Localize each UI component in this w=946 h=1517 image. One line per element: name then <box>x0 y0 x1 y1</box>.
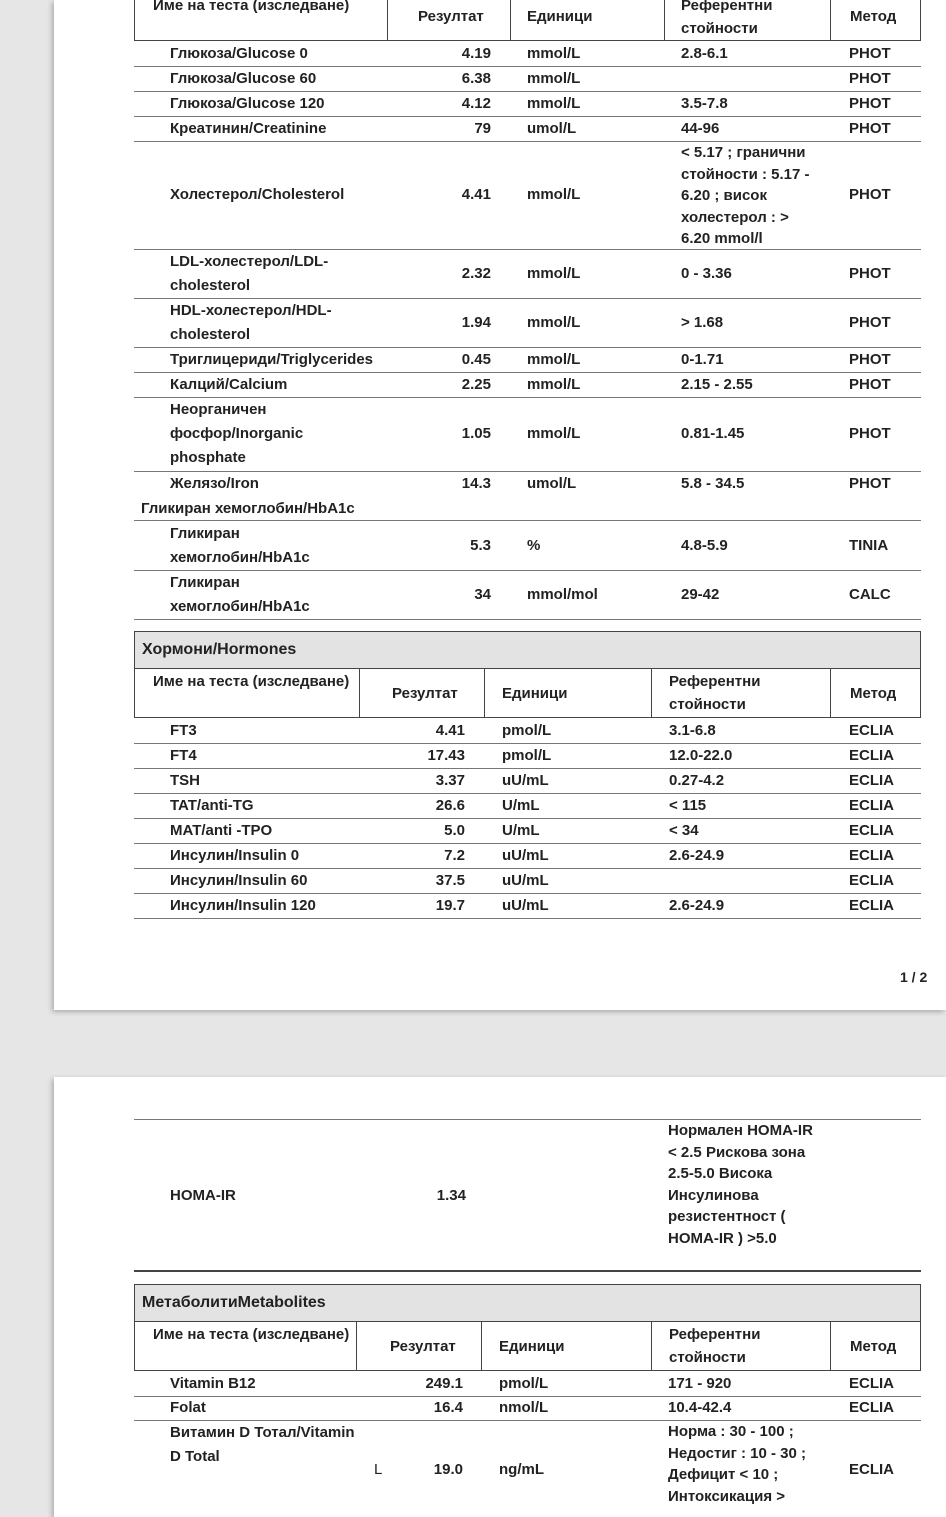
report-page-2 <box>54 1077 946 1517</box>
test-result: 6.38 <box>461 69 491 87</box>
test-result: 37.5 <box>435 871 465 889</box>
test-reference: 0 - 3.36 <box>681 264 732 282</box>
report-page-1 <box>54 0 946 1010</box>
section-hormones <box>134 631 921 669</box>
test-result: 249.1 <box>425 1374 463 1392</box>
test-name: Vitamin B12 <box>170 1374 256 1392</box>
test-reference: 10.4-42.4 <box>668 1399 732 1416</box>
test-method: PHOT <box>849 375 891 393</box>
test-reference: 0-1.71 <box>681 350 724 368</box>
test-unit: mmol/L <box>527 425 581 442</box>
test-unit: mmol/mol <box>527 585 598 603</box>
test-name: Неорганичен фосфор/Inorganic phosphate <box>170 401 304 466</box>
header-test-name: Име на теста (изследване) <box>153 0 350 14</box>
test-name: HDL-холестерол/HDL-cholesterol <box>170 302 332 343</box>
test-reference: Норма : 30 - 100 ; Недостиг : 10 - 30 ; Дефицит < 10 ; Интоксикация > <box>668 1423 807 1505</box>
page-number: 1 / 2 <box>900 969 928 985</box>
test-result: 4.19 <box>461 45 491 62</box>
test-unit: uU/mL <box>502 871 549 889</box>
test-reference: 2.15 - 2.55 <box>681 375 753 393</box>
test-method: ECLIA <box>849 821 894 839</box>
test-result: 2.32 <box>461 264 491 282</box>
test-reference: 3.1-6.8 <box>669 721 716 739</box>
test-name: TSH <box>170 771 200 789</box>
test-result: 16.4 <box>433 1399 463 1416</box>
test-method: ECLIA <box>849 796 894 814</box>
test-name: Желязо/Iron <box>170 474 259 492</box>
test-name: Глюкоза/Glucose 60 <box>170 69 317 87</box>
test-result: 26.6 <box>435 796 465 814</box>
test-unit: nmol/L <box>499 1399 549 1416</box>
test-reference: 4.8-5.9 <box>681 536 728 554</box>
test-name: Триглицериди/Triglycerides <box>170 350 374 368</box>
test-result: 34 <box>474 585 491 603</box>
test-result: 14.3 <box>461 474 491 492</box>
test-method: ECLIA <box>849 1399 894 1416</box>
test-unit: pmol/L <box>502 721 552 739</box>
test-method: ECLIA <box>849 746 894 764</box>
header-units: Единици <box>502 685 568 702</box>
test-unit: umol/L <box>527 119 577 137</box>
header-result: Резултат <box>418 8 484 25</box>
homa-result: 1.34 <box>436 1187 466 1204</box>
test-unit: mmol/L <box>527 186 581 203</box>
test-method: PHOT <box>849 264 891 282</box>
test-unit: % <box>527 536 541 554</box>
test-result: 17.43 <box>427 746 465 764</box>
test-name: Инсулин/Insulin 0 <box>170 846 300 864</box>
test-reference: > 1.68 <box>681 313 724 331</box>
test-result: 1.94 <box>461 313 491 331</box>
test-unit: uU/mL <box>502 896 549 914</box>
header-method: Метод <box>850 685 897 702</box>
test-method: ECLIA <box>849 846 894 864</box>
test-unit: mmol/L <box>527 45 581 62</box>
test-method: ECLIA <box>849 871 894 889</box>
test-method: PHOT <box>849 425 891 442</box>
test-method: PHOT <box>849 69 891 87</box>
test-method: PHOT <box>849 313 891 331</box>
header-result: Резултат <box>392 685 458 702</box>
test-reference: 2.6-24.9 <box>669 846 725 864</box>
test-unit: ng/mL <box>499 1461 544 1478</box>
test-method: ECLIA <box>849 771 894 789</box>
test-reference: < 34 <box>669 821 699 839</box>
test-unit: uU/mL <box>502 846 549 864</box>
result-flag: L <box>374 1461 383 1478</box>
test-name: Калций/Calcium <box>170 375 288 393</box>
test-unit: pmol/L <box>502 746 552 764</box>
test-name: FT4 <box>170 746 197 764</box>
test-unit: pmol/L <box>499 1374 549 1392</box>
test-result: 19.0 <box>433 1461 463 1478</box>
section-title-metabolites: МетаболитиMetabolites <box>142 1294 326 1311</box>
test-result: 3.37 <box>435 771 465 789</box>
header-test-name: Име на теста (изследване) <box>153 673 350 690</box>
test-name: Инсулин/Insulin 120 <box>170 896 316 914</box>
header-test-name: Име на теста (изследване) <box>153 1326 350 1343</box>
header-reference: Референтни стойности <box>669 1326 761 1366</box>
test-unit: mmol/L <box>527 350 581 368</box>
test-result: 4.41 <box>461 186 491 203</box>
test-method: ECLIA <box>849 721 894 739</box>
test-name: LDL-холестерол/LDL-cholesterol <box>170 253 329 294</box>
test-reference: 3.5-7.8 <box>681 94 728 112</box>
test-unit: uU/mL <box>502 771 549 789</box>
header-reference: Референтни стойности <box>669 673 761 713</box>
header-units: Единици <box>527 8 593 25</box>
test-reference: 0.27-4.2 <box>669 771 725 789</box>
header-reference: Референтни стойности <box>681 0 773 37</box>
test-result: 4.41 <box>435 721 465 739</box>
homa-reference: Нормален HOMA-IR < 2.5 Рискова зона 2.5-5.0 Висока Инсулинова резистентност ( HOMA-IR ) >5.0 <box>668 1122 813 1247</box>
test-unit: mmol/L <box>527 264 581 282</box>
test-reference: 5.8 - 34.5 <box>681 474 745 492</box>
test-name: MAT/anti -TPO <box>170 821 273 839</box>
test-result: 7.2 <box>444 846 465 864</box>
test-method: PHOT <box>849 119 891 137</box>
test-method: PHOT <box>849 474 891 492</box>
test-result: 79 <box>474 119 491 137</box>
test-unit: mmol/L <box>527 69 581 87</box>
test-result: 5.0 <box>444 821 465 839</box>
test-result: 19.7 <box>435 896 465 914</box>
test-method: PHOT <box>849 94 891 112</box>
test-method: ECLIA <box>849 896 894 914</box>
test-result: 2.25 <box>461 375 491 393</box>
test-reference: < 5.17 ; гранични стойности : 5.17 - 6.20 ; висок холестерол : > 6.20 mmol/l <box>681 144 810 247</box>
test-reference: 2.6-24.9 <box>669 896 725 914</box>
test-result: 5.3 <box>470 536 491 554</box>
test-name: Глюкоза/Glucose 0 <box>170 45 308 62</box>
section-title-hormones: Хормони/Hormones <box>142 641 297 658</box>
test-reference: < 115 <box>669 796 707 814</box>
test-method: TINIA <box>849 536 889 554</box>
homa-name: HOMA-IR <box>170 1187 236 1204</box>
test-reference: 44-96 <box>681 119 720 137</box>
test-reference: 171 - 920 <box>668 1374 732 1392</box>
test-name: Глюкоза/Glucose 120 <box>170 94 325 112</box>
test-name: Витамин D Тотал/Vitamin D Total <box>170 1424 355 1465</box>
test-unit: umol/L <box>527 474 577 492</box>
test-method: PHOT <box>849 186 891 203</box>
section-metabolites <box>134 1284 921 1322</box>
test-reference: 12.0-22.0 <box>669 746 733 764</box>
test-name: Гликиран хемоглобин/HbA1c <box>170 574 310 615</box>
test-method: PHOT <box>849 350 891 368</box>
test-name: TAT/anti-TG <box>170 796 254 814</box>
test-method: PHOT <box>849 45 891 62</box>
test-name: Folat <box>170 1399 206 1416</box>
test-name: FT3 <box>170 721 197 739</box>
test-result: 0.45 <box>461 350 491 368</box>
test-reference: 0.81-1.45 <box>681 425 745 442</box>
test-method: ECLIA <box>849 1461 894 1478</box>
header-method: Метод <box>850 8 897 25</box>
test-reference: 2.8-6.1 <box>681 45 728 62</box>
test-result: 4.12 <box>461 94 491 112</box>
test-unit: mmol/L <box>527 94 581 112</box>
test-name: Креатинин/Creatinine <box>170 119 327 137</box>
test-name: Гликиран хемоглобин/HbA1c <box>170 525 310 566</box>
header-result: Резултат <box>390 1338 456 1355</box>
test-name: Холестерол/Cholesterol <box>170 186 345 203</box>
header-method: Метод <box>850 1338 897 1355</box>
test-reference: 29-42 <box>681 585 720 603</box>
test-unit: U/mL <box>502 821 540 839</box>
test-result: 1.05 <box>461 425 491 442</box>
test-name: Инсулин/Insulin 60 <box>170 871 308 889</box>
test-method: ECLIA <box>849 1374 894 1392</box>
header-units: Единици <box>499 1338 565 1355</box>
test-method: CALC <box>849 585 891 603</box>
test-unit: mmol/L <box>527 313 581 331</box>
group-title-hba1c: Гликиран хемоглобин/HbA1c <box>141 500 355 517</box>
test-unit: U/mL <box>502 796 540 814</box>
test-unit: mmol/L <box>527 375 581 393</box>
